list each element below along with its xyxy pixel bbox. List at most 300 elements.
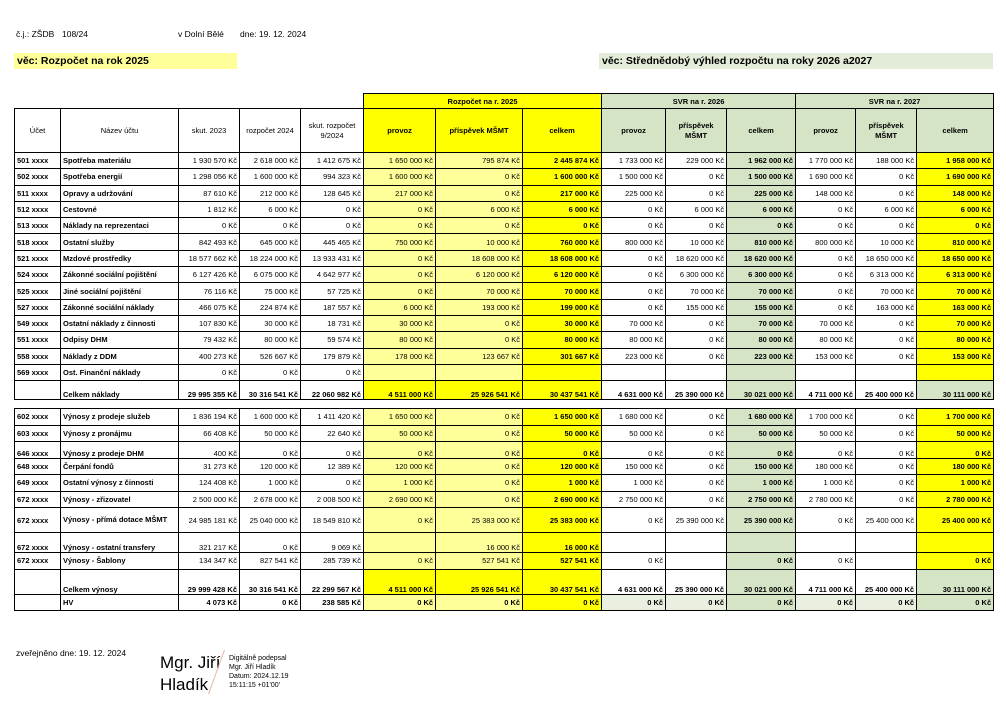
cost-row	[15, 201, 994, 217]
col-header-2027-operating: provoz	[796, 109, 856, 153]
amount-cell: 0 Kč	[364, 442, 436, 459]
amount-cell: 80 000 Kč	[523, 332, 602, 348]
amount-cell: 148 000 Kč	[917, 185, 994, 201]
amount-cell: 180 000 Kč	[917, 458, 994, 475]
amount-cell: 0 Kč	[436, 594, 523, 610]
amount-cell: 0 Kč	[436, 409, 523, 426]
col-header-actual-9-2024: skut. rozpočet 9/2024	[301, 109, 364, 153]
amount-cell: 70 000 Kč	[436, 283, 523, 299]
account-name: Ostatní služby	[61, 234, 179, 250]
amount-cell: 6 000 Kč	[240, 201, 301, 217]
account-name: Celkem náklady	[61, 381, 179, 400]
amount-cell: 527 541 Kč	[436, 553, 523, 570]
amount-cell: 1 690 000 Kč	[796, 169, 856, 185]
amount-cell: 0 Kč	[364, 553, 436, 570]
col-header-budget-2024: rozpočet 2024	[240, 109, 301, 153]
amount-cell: 2 690 000 Kč	[364, 491, 436, 508]
amount-cell: 827 541 Kč	[240, 553, 301, 570]
account-name: HV	[61, 594, 179, 610]
amount-cell	[856, 533, 917, 553]
amount-cell: 0 Kč	[917, 218, 994, 234]
amount-cell: 6 000 Kč	[666, 201, 727, 217]
amount-cell: 0 Kč	[666, 425, 727, 442]
sig-detail-line: 15:11:15 +01'00'	[229, 682, 281, 689]
cost-row	[15, 348, 994, 364]
amount-cell: 0 Kč	[856, 442, 917, 459]
amount-cell: 30 111 000 Kč	[917, 569, 994, 594]
account-name: Výnosy - přímá dotace MŠMT	[61, 508, 179, 533]
col-header-name: Název účtu	[61, 109, 179, 153]
place: v Dolní Bělé	[178, 29, 224, 39]
digital-signature-details	[229, 654, 289, 690]
amount-cell: 150 000 Kč	[602, 458, 666, 475]
amount-cell: 0 Kč	[436, 332, 523, 348]
amount-cell: 645 000 Kč	[240, 234, 301, 250]
amount-cell: 180 000 Kč	[796, 458, 856, 475]
amount-cell: 87 610 Kč	[179, 185, 240, 201]
amount-cell: 6 000 Kč	[727, 201, 796, 217]
sig-detail-line: Mgr. Jiří Hladík	[229, 664, 276, 671]
amount-cell: 0 Kč	[917, 442, 994, 459]
amount-cell: 0 Kč	[364, 218, 436, 234]
signer-name-line2: Hladík	[160, 675, 209, 694]
amount-cell: 25 400 000 Kč	[917, 508, 994, 533]
account-name: Zákonné sociální náklady	[61, 299, 179, 315]
amount-cell: 120 000 Kč	[523, 458, 602, 475]
amount-cell: 1 412 675 Kč	[301, 153, 364, 169]
amount-cell: 120 000 Kč	[364, 458, 436, 475]
amount-cell: 285 739 Kč	[301, 553, 364, 570]
account-code: 525 xxxx	[15, 283, 61, 299]
amount-cell: 1 600 000 Kč	[523, 169, 602, 185]
amount-cell: 25 400 000 Kč	[856, 508, 917, 533]
account-name: Spotřeba energií	[61, 169, 179, 185]
amount-cell: 18 608 000 Kč	[436, 250, 523, 266]
amount-cell: 1 650 000 Kč	[364, 153, 436, 169]
amount-cell: 0 Kč	[796, 594, 856, 610]
amount-cell: 30 437 541 Kč	[523, 381, 602, 400]
amount-cell: 0 Kč	[602, 442, 666, 459]
cost-row	[15, 315, 994, 331]
account-name: Odpisy DHM	[61, 332, 179, 348]
amount-cell: 123 667 Kč	[436, 348, 523, 364]
amount-cell: 0 Kč	[240, 442, 301, 459]
amount-cell: 6 075 000 Kč	[240, 267, 301, 283]
amount-cell: 6 000 Kč	[364, 299, 436, 315]
amount-cell: 150 000 Kč	[727, 458, 796, 475]
account-code: 527 xxxx	[15, 299, 61, 315]
amount-cell: 0 Kč	[301, 475, 364, 492]
cost-row	[15, 234, 994, 250]
amount-cell: 70 000 Kč	[917, 283, 994, 299]
amount-cell: 1 680 000 Kč	[727, 409, 796, 426]
amount-cell	[436, 364, 523, 380]
amount-cell: 80 000 Kč	[917, 332, 994, 348]
amount-cell: 0 Kč	[856, 475, 917, 492]
amount-cell: 810 000 Kč	[727, 234, 796, 250]
amount-cell: 795 874 Kč	[436, 153, 523, 169]
cost-total-row	[15, 381, 994, 400]
amount-cell: 527 541 Kč	[523, 553, 602, 570]
reference-number: 108/24	[62, 29, 88, 39]
col-header-2026-msmt: příspěvek MŠMT	[666, 109, 727, 153]
amount-cell: 0 Kč	[796, 218, 856, 234]
amount-cell: 0 Kč	[856, 425, 917, 442]
amount-cell: 842 493 Kč	[179, 234, 240, 250]
amount-cell: 0 Kč	[364, 594, 436, 610]
amount-cell: 1 700 000 Kč	[917, 409, 994, 426]
amount-cell: 1 930 570 Kč	[179, 153, 240, 169]
budget-table	[14, 93, 994, 611]
amount-cell: 1 958 000 Kč	[917, 153, 994, 169]
amount-cell: 225 000 Kč	[602, 185, 666, 201]
amount-cell: 16 000 Kč	[523, 533, 602, 553]
amount-cell: 1 836 194 Kč	[179, 409, 240, 426]
amount-cell: 50 000 Kč	[727, 425, 796, 442]
amount-cell: 0 Kč	[602, 201, 666, 217]
amount-cell: 4 073 Kč	[179, 594, 240, 610]
revenue-row	[15, 458, 994, 475]
account-name: Opravy a udržování	[61, 185, 179, 201]
amount-cell: 800 000 Kč	[796, 234, 856, 250]
account-code: 602 xxxx	[15, 409, 61, 426]
account-code: 672 xxxx	[15, 553, 61, 570]
amount-cell: 80 000 Kč	[796, 332, 856, 348]
amount-cell: 25 926 541 Kč	[436, 381, 523, 400]
amount-cell: 2 445 874 Kč	[523, 153, 602, 169]
amount-cell: 6 127 426 Kč	[179, 267, 240, 283]
amount-cell: 16 000 Kč	[436, 533, 523, 553]
amount-cell: 238 585 Kč	[301, 594, 364, 610]
amount-cell: 57 725 Kč	[301, 283, 364, 299]
column-header-row	[15, 109, 994, 153]
account-name: Celkem výnosy	[61, 569, 179, 594]
amount-cell: 0 Kč	[666, 315, 727, 331]
amount-cell: 0 Kč	[523, 218, 602, 234]
amount-cell: 31 273 Kč	[179, 458, 240, 475]
amount-cell: 2 500 000 Kč	[179, 491, 240, 508]
amount-cell: 301 667 Kč	[523, 348, 602, 364]
amount-cell: 0 Kč	[602, 553, 666, 570]
account-name: Výnosy - ostatní transfery	[61, 533, 179, 553]
revenue-row	[15, 553, 994, 570]
amount-cell: 25 400 000 Kč	[856, 569, 917, 594]
amount-cell: 0 Kč	[796, 250, 856, 266]
amount-cell: 212 000 Kč	[240, 185, 301, 201]
amount-cell: 70 000 Kč	[602, 315, 666, 331]
amount-cell: 153 000 Kč	[796, 348, 856, 364]
amount-cell: 6 120 000 Kč	[436, 267, 523, 283]
amount-cell: 1 000 Kč	[364, 475, 436, 492]
account-code: 502 xxxx	[15, 169, 61, 185]
account-name: Mzdové prostředky	[61, 250, 179, 266]
amount-cell: 30 437 541 Kč	[523, 569, 602, 594]
amount-cell: 0 Kč	[666, 218, 727, 234]
amount-cell	[856, 364, 917, 380]
amount-cell: 25 383 000 Kč	[436, 508, 523, 533]
amount-cell	[666, 533, 727, 553]
amount-cell: 13 933 431 Kč	[301, 250, 364, 266]
amount-cell: 1 411 420 Kč	[301, 409, 364, 426]
account-name: Jiné sociální pojištění	[61, 283, 179, 299]
account-code: 501 xxxx	[15, 153, 61, 169]
amount-cell: 18 620 000 Kč	[727, 250, 796, 266]
amount-cell: 229 000 Kč	[666, 153, 727, 169]
col-header-2025-total: celkem	[523, 109, 602, 153]
amount-cell: 0 Kč	[856, 348, 917, 364]
amount-cell: 59 574 Kč	[301, 332, 364, 348]
cost-row	[15, 299, 994, 315]
amount-cell: 30 111 000 Kč	[917, 381, 994, 400]
amount-cell: 0 Kč	[666, 475, 727, 492]
amount-cell: 0 Kč	[727, 553, 796, 570]
amount-cell: 225 000 Kč	[727, 185, 796, 201]
amount-cell: 0 Kč	[856, 169, 917, 185]
amount-cell: 0 Kč	[796, 553, 856, 570]
amount-cell: 6 000 Kč	[523, 201, 602, 217]
amount-cell: 1 000 Kč	[727, 475, 796, 492]
amount-cell: 0 Kč	[856, 315, 917, 331]
amount-cell: 217 000 Kč	[523, 185, 602, 201]
amount-cell: 0 Kč	[364, 250, 436, 266]
amount-cell: 0 Kč	[240, 218, 301, 234]
amount-cell: 224 874 Kč	[240, 299, 301, 315]
amount-cell: 22 640 Kč	[301, 425, 364, 442]
amount-cell: 1 000 Kč	[917, 475, 994, 492]
amount-cell: 0 Kč	[602, 218, 666, 234]
amount-cell: 0 Kč	[523, 594, 602, 610]
amount-cell: 6 000 Kč	[917, 201, 994, 217]
section-divider	[15, 400, 994, 409]
amount-cell: 1 770 000 Kč	[796, 153, 856, 169]
revenue-row	[15, 508, 994, 533]
amount-cell	[796, 364, 856, 380]
amount-cell: 128 645 Kč	[301, 185, 364, 201]
amount-cell: 0 Kč	[179, 364, 240, 380]
col-header-2027-total: celkem	[917, 109, 994, 153]
amount-cell: 217 000 Kč	[364, 185, 436, 201]
group-header-row	[15, 94, 994, 109]
amount-cell: 223 000 Kč	[602, 348, 666, 364]
amount-cell: 0 Kč	[436, 315, 523, 331]
amount-cell: 18 650 000 Kč	[917, 250, 994, 266]
amount-cell: 30 021 000 Kč	[727, 381, 796, 400]
amount-cell: 1 600 000 Kč	[240, 409, 301, 426]
amount-cell: 223 000 Kč	[727, 348, 796, 364]
amount-cell: 1 700 000 Kč	[796, 409, 856, 426]
cost-row	[15, 364, 994, 380]
amount-cell: 1 812 Kč	[179, 201, 240, 217]
cost-row	[15, 267, 994, 283]
amount-cell: 30 000 Kč	[523, 315, 602, 331]
amount-cell: 6 313 000 Kč	[917, 267, 994, 283]
revenue-row	[15, 491, 994, 508]
amount-cell: 0 Kč	[523, 442, 602, 459]
amount-cell	[602, 533, 666, 553]
amount-cell	[364, 364, 436, 380]
document-date: dne: 19. 12. 2024	[240, 29, 307, 39]
amount-cell	[364, 533, 436, 553]
amount-cell: 1 680 000 Kč	[602, 409, 666, 426]
revenue-row	[15, 475, 994, 492]
amount-cell: 80 000 Kč	[364, 332, 436, 348]
col-header-2025-msmt: příspěvek MŠMT	[436, 109, 523, 153]
amount-cell: 0 Kč	[796, 442, 856, 459]
amount-cell: 810 000 Kč	[917, 234, 994, 250]
amount-cell: 120 000 Kč	[240, 458, 301, 475]
amount-cell: 0 Kč	[240, 364, 301, 380]
amount-cell: 0 Kč	[240, 533, 301, 553]
amount-cell: 6 300 000 Kč	[666, 267, 727, 283]
amount-cell: 0 Kč	[666, 458, 727, 475]
amount-cell	[917, 364, 994, 380]
amount-cell: 400 Kč	[179, 442, 240, 459]
amount-cell: 0 Kč	[727, 442, 796, 459]
amount-cell: 0 Kč	[666, 491, 727, 508]
amount-cell: 0 Kč	[436, 475, 523, 492]
amount-cell: 1 000 Kč	[796, 475, 856, 492]
amount-cell: 25 926 541 Kč	[436, 569, 523, 594]
amount-cell: 321 217 Kč	[179, 533, 240, 553]
amount-cell: 70 000 Kč	[917, 315, 994, 331]
amount-cell: 107 830 Kč	[179, 315, 240, 331]
amount-cell: 30 000 Kč	[240, 315, 301, 331]
amount-cell: 50 000 Kč	[523, 425, 602, 442]
amount-cell: 4 711 000 Kč	[796, 569, 856, 594]
amount-cell: 1 500 000 Kč	[602, 169, 666, 185]
amount-cell: 29 995 355 Kč	[179, 381, 240, 400]
amount-cell: 0 Kč	[301, 201, 364, 217]
account-code: 603 xxxx	[15, 425, 61, 442]
cost-row	[15, 250, 994, 266]
amount-cell: 0 Kč	[666, 169, 727, 185]
revenue-row	[15, 442, 994, 459]
account-name: Ostatní výnosy z činnosti	[61, 475, 179, 492]
amount-cell: 70 000 Kč	[727, 283, 796, 299]
amount-cell: 0 Kč	[856, 409, 917, 426]
amount-cell: 193 000 Kč	[436, 299, 523, 315]
amount-cell: 0 Kč	[727, 218, 796, 234]
amount-cell: 0 Kč	[301, 442, 364, 459]
account-code: 521 xxxx	[15, 250, 61, 266]
amount-cell	[523, 364, 602, 380]
amount-cell: 80 000 Kč	[240, 332, 301, 348]
amount-cell: 0 Kč	[602, 283, 666, 299]
amount-cell: 400 273 Kč	[179, 348, 240, 364]
account-name: Výnosy - zřizovatel	[61, 491, 179, 508]
amount-cell: 0 Kč	[796, 299, 856, 315]
amount-cell: 0 Kč	[666, 409, 727, 426]
amount-cell: 22 060 982 Kč	[301, 381, 364, 400]
amount-cell: 18 620 000 Kč	[666, 250, 727, 266]
col-header-2026-total: celkem	[727, 109, 796, 153]
account-name: Ost. Finanční náklady	[61, 364, 179, 380]
amount-cell	[727, 364, 796, 380]
amount-cell: 0 Kč	[796, 201, 856, 217]
amount-cell: 1 500 000 Kč	[727, 169, 796, 185]
amount-cell: 0 Kč	[666, 442, 727, 459]
amount-cell: 1 298 056 Kč	[179, 169, 240, 185]
amount-cell: 50 000 Kč	[796, 425, 856, 442]
amount-cell: 2 750 000 Kč	[602, 491, 666, 508]
amount-cell: 148 000 Kč	[796, 185, 856, 201]
account-code: 524 xxxx	[15, 267, 61, 283]
account-code	[15, 594, 61, 610]
amount-cell: 2 618 000 Kč	[240, 153, 301, 169]
account-code: 672 xxxx	[15, 533, 61, 553]
amount-cell: 4 711 000 Kč	[796, 381, 856, 400]
amount-cell	[727, 533, 796, 553]
account-name: Čerpání fondů	[61, 458, 179, 475]
amount-cell: 25 390 000 Kč	[666, 381, 727, 400]
amount-cell: 22 299 567 Kč	[301, 569, 364, 594]
amount-cell: 163 000 Kč	[856, 299, 917, 315]
amount-cell: 0 Kč	[602, 508, 666, 533]
amount-cell: 70 000 Kč	[523, 283, 602, 299]
amount-cell: 750 000 Kč	[364, 234, 436, 250]
amount-cell: 70 000 Kč	[796, 315, 856, 331]
amount-cell: 70 000 Kč	[856, 283, 917, 299]
amount-cell	[666, 364, 727, 380]
amount-cell: 0 Kč	[436, 442, 523, 459]
amount-cell: 30 316 541 Kč	[240, 569, 301, 594]
amount-cell: 79 432 Kč	[179, 332, 240, 348]
account-code: 672 xxxx	[15, 508, 61, 533]
amount-cell: 1 000 Kč	[602, 475, 666, 492]
amount-cell: 0 Kč	[796, 267, 856, 283]
amount-cell: 0 Kč	[301, 364, 364, 380]
col-header-2027-msmt: příspěvek MŠMT	[856, 109, 917, 153]
amount-cell: 994 323 Kč	[301, 169, 364, 185]
amount-cell: 80 000 Kč	[602, 332, 666, 348]
account-code: 569 xxxx	[15, 364, 61, 380]
amount-cell: 66 408 Kč	[179, 425, 240, 442]
amount-cell: 6 300 000 Kč	[727, 267, 796, 283]
amount-cell: 0 Kč	[602, 594, 666, 610]
sig-detail-line: Datum: 2024.12.19	[229, 673, 289, 680]
amount-cell: 80 000 Kč	[727, 332, 796, 348]
amount-cell: 760 000 Kč	[523, 234, 602, 250]
account-name: Spotřeba materiálu	[61, 153, 179, 169]
amount-cell: 30 021 000 Kč	[727, 569, 796, 594]
account-code: 518 xxxx	[15, 234, 61, 250]
amount-cell: 155 000 Kč	[666, 299, 727, 315]
subject-budget: věc: Rozpočet na rok 2025	[14, 53, 237, 69]
amount-cell: 6 313 000 Kč	[856, 267, 917, 283]
amount-cell: 18 549 810 Kč	[301, 508, 364, 533]
amount-cell: 1 962 000 Kč	[727, 153, 796, 169]
amount-cell: 1 650 000 Kč	[364, 409, 436, 426]
amount-cell: 18 224 000 Kč	[240, 250, 301, 266]
account-name: Náklady z DDM	[61, 348, 179, 364]
amount-cell: 12 389 Kč	[301, 458, 364, 475]
amount-cell: 466 075 Kč	[179, 299, 240, 315]
revenue-row	[15, 533, 994, 553]
group-header-budget-2025: Rozpočet na r. 2025	[364, 94, 602, 109]
amount-cell: 2 780 000 Kč	[796, 491, 856, 508]
amount-cell	[856, 553, 917, 570]
cost-row	[15, 218, 994, 234]
account-code: 511 xxxx	[15, 185, 61, 201]
amount-cell: 6 120 000 Kč	[523, 267, 602, 283]
col-header-2025-operating: provoz	[364, 109, 436, 153]
amount-cell: 153 000 Kč	[917, 348, 994, 364]
account-name: Výnosy z pronájmu	[61, 425, 179, 442]
account-name: Náklady na reprezentaci	[61, 218, 179, 234]
account-code: 646 xxxx	[15, 442, 61, 459]
account-code: 558 xxxx	[15, 348, 61, 364]
amount-cell: 2 678 000 Kč	[240, 491, 301, 508]
